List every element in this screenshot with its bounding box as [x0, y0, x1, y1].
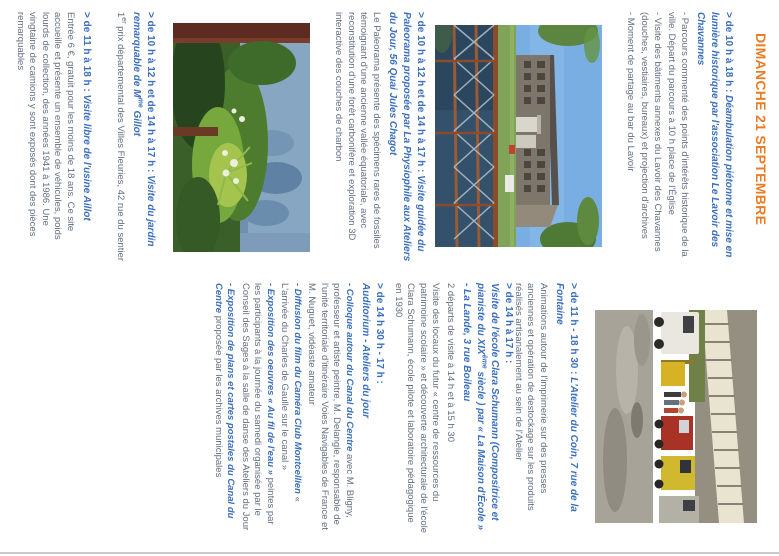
- event-bullet: - Diffusion du film du Caméra Club Montcellien « L'arrivée du Charles de Gaulle sur le canal »: [279, 283, 303, 502]
- photo-camions-usine-aillot: [595, 310, 757, 523]
- event-heading: [358, 283, 386, 535]
- event-description: Le Paleorama présente des spécimens rares de fossiles témoignant d'une ancienne vallée équatoriale, avec reconstitution d'une forêt carbonifère et exploration 3D interactive des couches de charbon: [333, 12, 382, 249]
- event-title: Visite libre de l'usine Aillot: [81, 94, 92, 221]
- event-heading: [459, 283, 515, 535]
- event-description: Entrée 6 €, gratuit pour les moins de 18 ans. Ce site accueille et présente un ensemble de véhicules, poids lourds de collection, des années 1941 à 1986. Une vingtaine de camions y sont exposés dont des pièces remarquables: [15, 12, 76, 240]
- event-time: > de 10 h à 12 h et de 14 h à 17 h :: [415, 12, 426, 176]
- event-section-paleorama: [332, 12, 427, 262]
- event-bullet: - Parcours commenté des points d'intérêts historique de la ville. Départ du parcours à 10 h place de l'Église: [666, 12, 690, 257]
- event-section-deambulation: [624, 12, 736, 262]
- photo-jardin-remarquable: [173, 23, 310, 252]
- page-fold-line: [0, 552, 779, 554]
- event-title: Visite du jardin remarquable de $M^{me}$ Gillot: [131, 12, 156, 247]
- page-title: DIMANCHE 21 SEPTEMBRE: [753, 33, 769, 226]
- event-section-auditorium: [212, 283, 387, 535]
- photo-lavoir-des-chavannes: [435, 25, 602, 247]
- event-heading: [129, 12, 157, 262]
- event-description: 2 départs de visite à 14 h et à 15 h 30: [445, 283, 456, 442]
- event-time: > de 14 h à 17 h :: [503, 283, 514, 364]
- event-time: > de 10 h à 12 h et de 14 h à 17 h :: [145, 12, 156, 176]
- event-heading: [385, 12, 427, 262]
- event-heading: [79, 12, 93, 262]
- event-time: > de 11 h - 18 h 30 :: [568, 283, 579, 378]
- event-heading: [552, 283, 580, 535]
- event-title: Déambulation piétonne et mise en lumière historique par l'association Le Lavoir des Chavannes: [695, 12, 734, 258]
- event-bullet: - Exposition de plans et cartes postales du Canal du Centre proposée par les archives municipales: [213, 283, 237, 519]
- event-description: 1er prix départemental des Villes Fleuries, 42 rue du sentier: [115, 12, 128, 261]
- event-section-jardin: [114, 12, 158, 262]
- event-title: Visite guidée du Paleorama proposée par La Physiophile aux Ateliers du Jour, 56 Quai Jules Chagot: [387, 12, 426, 262]
- event-description: Animations autour de l'imprimerie sur des presses anciennes et opération de destockage sur les produits réalisés artisanalement au sein de l'Atelier: [513, 283, 549, 511]
- event-bullet: - Colloque autour du Canal du Centre avec M. Bligny, professeur et artiste peintre, M. Delangle, responsable de l'unité territoriale d'itinéraire Voies Navigables de France et M. Nuguet, vidéaste amateur: [306, 283, 355, 531]
- event-title: L'Atelier du Coin, 7 rue de la Fontaine: [554, 283, 579, 512]
- event-section-atelier-du-coin: [512, 283, 581, 535]
- event-time: > de 11 h à 18 h :: [81, 12, 92, 95]
- event-heading: [693, 12, 735, 262]
- event-bullet: - Visite des bâtiments annexes du Lavoir des Chavannes (douches, vestiaires, bureaux) et projection d'archives: [639, 12, 663, 252]
- event-section-ecole-clara-schumann: [392, 283, 516, 535]
- event-time: > de 10 h à 18 h :: [723, 12, 734, 96]
- event-title: Visite de l'école Clara Schumann (Compositrice et pianiste du XIXème siècle ) par « La Maison d'École » - La Lande, 3 rue Boileau: [461, 283, 500, 531]
- event-time: > de 14 h 30 h - 17 h :: [374, 283, 385, 384]
- event-title: Auditorium - Ateliers du jour: [360, 283, 371, 419]
- event-bullet: - Moment de partage au bar du Lavoir: [625, 12, 636, 172]
- event-description: Visite des locaux du futur « centre de ressources du patrimoine scolaire » et découverte architecturale de l'école Clara Schumann, école pilote et laboratoire pédagogique en 1930: [393, 283, 442, 534]
- event-bullet: - Exposition des oeuvres « Au fil de l'eau » peintes par les participants à la journée du samedi organisée par le Conseil des Sages à la salle de danse des Ateliers du Jour: [240, 283, 276, 531]
- event-section-usine-aillot: [14, 12, 94, 262]
